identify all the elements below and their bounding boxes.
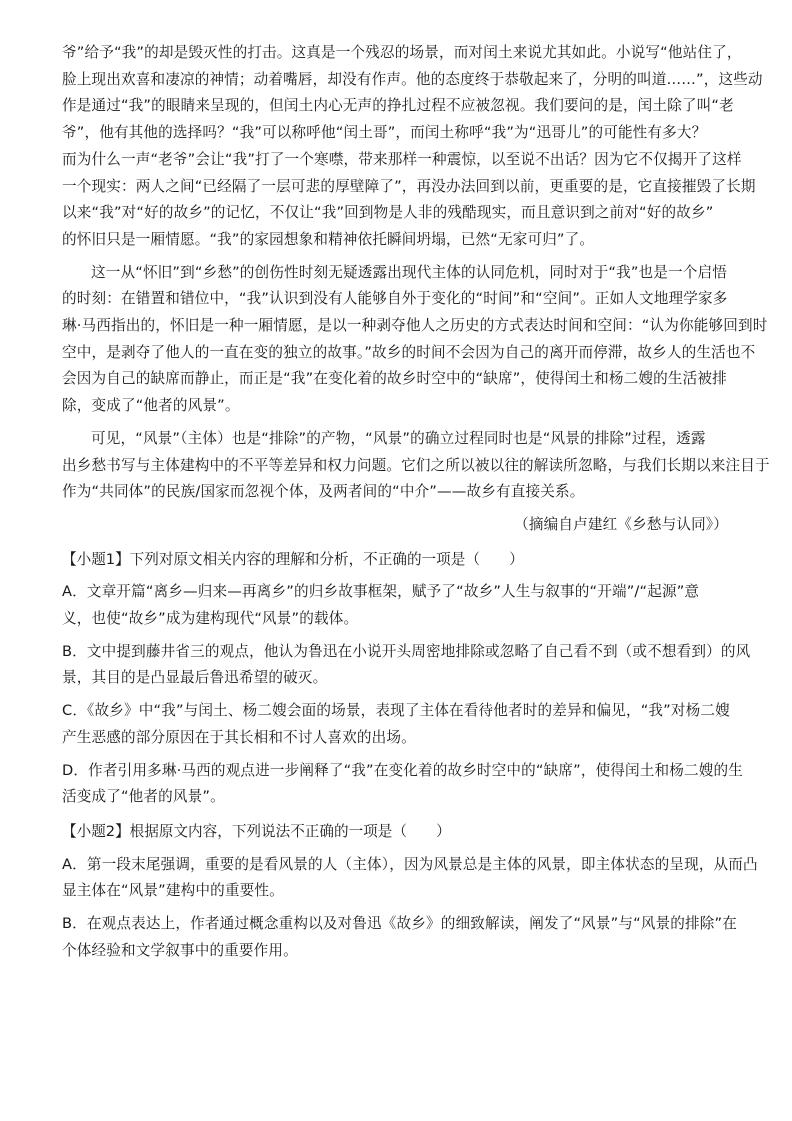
source-citation: （摘编自卢建红《乡愁与认同》） — [514, 515, 728, 533]
text-line: 会因为自己的缺席而静止，而正是“我”在变化着的故乡时空中的“缺席”，使得闰土和杨二嫂的生活被排 — [62, 370, 727, 388]
text-line: 作是通过“我”的眼睛来呈现的，但闰土内心无声的挣扎过程不应被忽视。我们要问的是，闰土除了叫“老 — [62, 97, 734, 115]
option-a[interactable] — [62, 852, 758, 905]
option-d[interactable] — [62, 758, 744, 811]
text-line: 以来“我”对“好的故乡”的记忆，不仅让“我”回到物是人非的残酷现实，而且意识到之前对“好的故乡” — [62, 204, 714, 222]
text-line: 爷”给予“我”的却是毁灭性的打击。这真是一个残忍的场景，而对闰土来说尤其如此。小说写“他站住了， — [62, 44, 742, 61]
option-line: 景，其目的是凸显最后鲁迅希望的破灭。 — [62, 669, 328, 687]
text-line: 这一从“怀旧”到“乡愁”的创伤性时刻无疑透露出现代主体的认同危机，同时对于“我”也是一个启悟 — [91, 263, 728, 281]
question-title: 【小题2】根据原文内容，下列说法不正确的一项是（ ） — [62, 822, 451, 840]
option-c[interactable] — [62, 698, 730, 751]
option-b[interactable] — [62, 911, 737, 964]
text-line: 脸上现出欢喜和凄凉的神情；动着嘴唇，却没有作声。他的态度终于恭敬起来了，分明的叫道……”，这些动 — [62, 70, 763, 88]
option-line: D．作者引用多琳·马西的观点进一步阐释了“我”在变化着的故乡时空中的“缺席”，使得闰土和杨二嫂的生 — [62, 761, 744, 779]
document-page — [62, 40, 770, 965]
option-a[interactable] — [62, 579, 730, 632]
paragraph-2 — [62, 260, 768, 420]
option-line: C．《故乡》中“我”与闰土、杨二嫂会面的场景，表现了主体在看待他者时的差异和偏见，“我”对杨二嫂 — [62, 702, 730, 720]
question-title: 【小题1】下列对原文相关内容的理解和分析，不正确的一项是（ ） — [62, 550, 524, 568]
text-line: 除，变成了“他者的风景”。 — [62, 397, 240, 415]
text-line: 而为什么一声“老爷”会让“我”打了一个寒噤，带来那样一种震惊，以至说不出话？因为它不仅揭开了这样 — [62, 150, 742, 168]
text-line: 的怀旧只是一厢情愿。“我”的家园想象和精神依托瞬间坍塌，已然“无家可归”了。 — [62, 230, 595, 248]
text-line: 的时刻：在错置和错位中，“我”认识到没有人能够自外于变化的“时间”和“空间”。正如人文地理学家多 — [62, 290, 728, 308]
question-2 — [62, 819, 758, 965]
text-line: 琳·马西指出的，怀旧是一种一厢情愿，是以一种剥夺他人之历史的方式表达时间和空间：“认为你能够回到时 — [62, 317, 768, 335]
text-line: 一个现实：两人之间“已经隔了一层可悲的厚壁障了”，再没办法回到以前，更重要的是，它直接摧毁了长期 — [62, 177, 756, 195]
paragraph-1 — [62, 40, 763, 254]
text-line: 爷”，他有其他的选择吗？“我”可以称呼他“闰土哥”，而闰土称呼“我”为“迅哥儿”的可能性有多大？ — [62, 124, 707, 142]
text-line: 出乡愁书写与主体建构中的不平等差异和权力问题。它们之所以被以往的解读所忽略，与我们长期以来注目于 — [62, 456, 770, 474]
option-line: A．文章开篇“离乡—归来—再离乡”的归乡故事框架，赋予了“故乡”人生与叙事的“开端”/“起源”意 — [62, 583, 700, 601]
option-line: 显主体在“风景”建构中的重要性。 — [62, 882, 284, 900]
option-line: B．在观点表达上，作者通过概念重构以及对鲁迅《故乡》的细致解读，阐发了“风景”与“风景的排除”在 — [62, 915, 737, 933]
option-line: 活变成了“他者的风景”。 — [62, 788, 225, 806]
text-line: 可见，“风景”（主体）也是“排除”的产物，“风景”的确立过程同时也是“风景的排除”过程，透露 — [91, 429, 706, 447]
question-1 — [62, 547, 751, 811]
option-line: 产生恶感的部分原因在于其长相和不讨人喜欢的出场。 — [62, 728, 416, 746]
option-b[interactable] — [62, 639, 751, 692]
text-line: 作为“共同体”的民族/国家而忽视个体，及两者间的“中介”——故乡有直接关系。 — [62, 483, 585, 501]
option-line: 个体经验和文学叙事中的重要作用。 — [62, 941, 298, 959]
option-line: A．第一段末尾强调，重要的是看风景的人（主体），因为风景总是主体的风景，即主体状态的呈现，从而凸 — [62, 855, 758, 873]
text-line: 空中，是剥夺了他人的一直在变的独立的故事。”故乡的时间不会因为自己的离开而停滞，故乡人的生活也不 — [62, 343, 756, 361]
option-line: 义，也使“故乡”成为建构现代“风景”的载体。 — [62, 610, 359, 628]
paragraph-3 — [62, 426, 770, 506]
option-line: B．文中提到藤井省三的观点，他认为鲁迅在小说开头周密地排除或忽略了自己看不到（或不想看到）的风 — [62, 642, 751, 660]
